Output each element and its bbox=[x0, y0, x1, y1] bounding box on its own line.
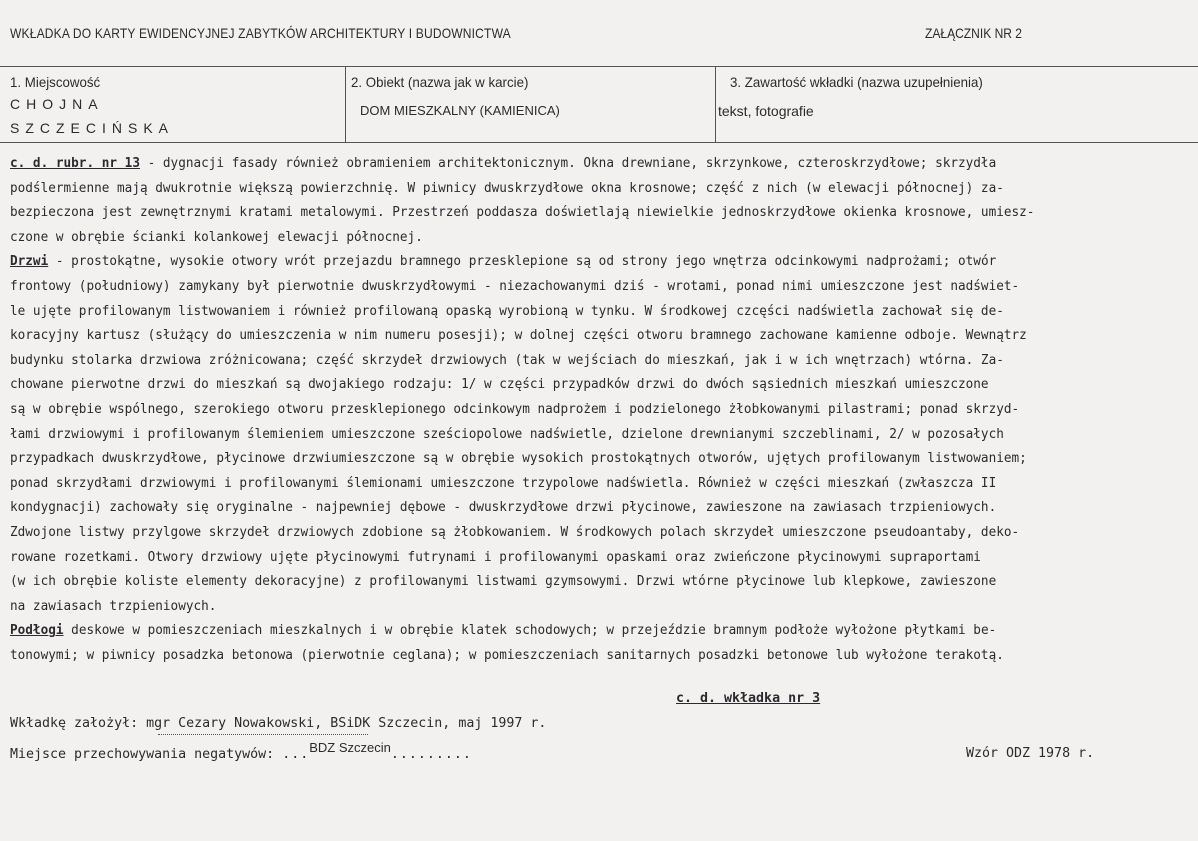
body-line: frontowy (południowy) zamykany był pierwotnie dwuskrzydłowymi - niezachowanymi dziś - wrotami, ponad nimi umieszczone jest nadświet- bbox=[10, 278, 1020, 294]
negatives-row bbox=[10, 740, 472, 762]
body-line: ponad skrzydłami drzwiowymi i profilowanymi ślemionami umieszczone trzypolowe nadświetla. Również w części mieszkań (zwłaszcza II bbox=[10, 475, 997, 491]
body-line: czone w obrębie ścianki kolankowej elewacji północnej. bbox=[10, 229, 423, 245]
dots-trailer: ......... bbox=[390, 747, 472, 762]
body-line: są w obrębie wspólnego, szerokiego otworu przesklepionego odcinkowym nadprożem i podzielonego żłobkowanymi pilastrami; ponad skrzyd- bbox=[10, 401, 1020, 417]
body-line: chowane pierwotne drzwi do mieszkań są dwojakiego rodzaju: 1/ w części przypadków drzwi do dwóch sąsiednich mieszkań umieszczone bbox=[10, 377, 989, 393]
author-dotted-line bbox=[158, 734, 368, 736]
author-value: mgr Cezary Nowakowski, BSiDK Szczecin, maj 1997 r. bbox=[146, 716, 547, 731]
body-line: budynku stolarka drzwiowa zróżnicowana; część skrzydeł drzwiowych (tak w wejściach do mieszkań, jak i w ich wnętrzach) wtórna. Za- bbox=[10, 352, 1004, 368]
body-line: le ujęte profilowanym listwowaniem i również profilowaną opaską wyrobioną w tynku. W środkowej czcęści nadświetla zachował się de- bbox=[10, 303, 1004, 319]
author-label: Wkładkę założył: bbox=[10, 716, 139, 731]
field-locality-line1: CHOJNA bbox=[10, 96, 104, 112]
header-bottom-rule bbox=[0, 142, 1198, 143]
divider-2 bbox=[715, 66, 716, 142]
form-template: Wzór ODZ 1978 r. bbox=[966, 746, 1095, 761]
body-line: (w ich obrębie koliste elementy dekoracyjne) z profilowanymi listwami gzymsowymi. Drzwi wtórne płycinowe lub klepkowe, zawieszone bbox=[10, 574, 997, 590]
negatives-value: BDZ Szczecin bbox=[309, 740, 391, 755]
field-contents-label: 3. Zawartość wkładki (nazwa uzupełnienia) bbox=[730, 74, 983, 90]
body-line: przypadkach dwuskrzydłowe, płycinowe drzwiumieszczone są w obrębie wysokich prostokątnych otworów, ujętych profilowanym listwowaniem; bbox=[10, 451, 1027, 467]
body-line: Drzwi - prostokątne, wysokie otwory wrót przejazdu bramnego przesklepione są od strony jego wnętrza odcinkowymi nadprożami; otwór bbox=[10, 254, 997, 270]
body-line: podślermienne mają dwukrotnie większą powierzchnię. W piwnicy dwuskrzydłowe okna krosnowe; część z nich (w elewacji północnej) za- bbox=[10, 180, 1004, 196]
body-line: kondygnacji) zachowały się oryginalne - najpewniej dębowe - dwuskrzydłowe drzwi płycinowe, zawieszone na zawiasach trzpieniowych. bbox=[10, 500, 997, 516]
author-row bbox=[10, 716, 546, 731]
dots-leader: ... bbox=[282, 747, 310, 762]
field-contents-value: tekst, fotografie bbox=[718, 103, 814, 119]
body-line: Zdwojone listwy przylgowe skrzydeł drzwiowych zdobione są żłobkowaniem. W środkowych polach skrzydeł umieszczone pseudoantaby, deko- bbox=[10, 524, 1020, 540]
attachment-number: ZAŁĄCZNIK NR 2 bbox=[925, 25, 1023, 41]
body-line: c. d. rubr. nr 13 - dygnacji fasady również obramieniem architektonicznym. Okna drewniane, skrzynkowe, czteroskrzydłowe; skrzydła bbox=[10, 156, 997, 171]
field-locality-label: 1. Miejscowość bbox=[10, 74, 101, 90]
card-title: WKŁADKA DO KARTY EWIDENCYJNEJ ZABYTKÓW ARCHITEKTURY I BUDOWNICTWA bbox=[10, 25, 511, 41]
body-line: koracyjny kartusz (służący do umieszczenia w nim numeru posesji); w dolnej części otworu bramnego zachowane kamienne odboje. Wewnątrz bbox=[10, 328, 1027, 344]
body-line: tonowymi; w piwnicy posadzka betonowa (pierwotnie ceglana); w pomieszczeniach sanitarnych posadzki betonowe lub wyłożone terakotą. bbox=[10, 647, 1004, 663]
body-line: bezpieczona jest zewnętrznymi kratami metalowymi. Przestrzeń poddasza doświetlają niewielkie jednoskrzydłowe okienka krosnowe, umiesz- bbox=[10, 205, 1035, 221]
doors-heading: Drzwi bbox=[10, 254, 49, 270]
body-line: Podłogi deskowe w pomieszczeniach mieszkalnych i w obrębie klatek schodowych; w przejeździe bramnym podłoże wyłożone płytkami be- bbox=[10, 623, 997, 639]
description-body bbox=[10, 152, 1150, 668]
divider-1 bbox=[345, 66, 346, 142]
field-object-label: 2. Obiekt (nazwa jak w karcie) bbox=[351, 74, 529, 90]
field-object-value: DOM MIESZKALNY (KAMIENICA) bbox=[360, 103, 560, 118]
body-line: łami drzwiowymi i profilowanym ślemieniem umieszczone sześciopolowe nadświetle, dzielone drewnianymi szczeblinami, 2/ w pozosałych bbox=[10, 426, 1004, 442]
field-locality-line2: SZCZECIŃSKA bbox=[10, 120, 175, 136]
continued-on-insert: c. d. wkładka nr 3 bbox=[676, 691, 821, 706]
negatives-label: Miejsce przechowywania negatywów: bbox=[10, 747, 275, 762]
continuation-heading: c. d. rubr. nr 13 bbox=[10, 156, 140, 171]
top-rule bbox=[0, 66, 1198, 67]
body-line: rowane rozetkami. Otwory drzwiowy ujęte płycinowymi futrynami i profilowanymi opaskami oraz zwieńczone płycinowymi supraportami bbox=[10, 549, 981, 565]
body-line: na zawiasach trzpieniowych. bbox=[10, 598, 217, 614]
floors-heading: Podłogi bbox=[10, 623, 64, 639]
